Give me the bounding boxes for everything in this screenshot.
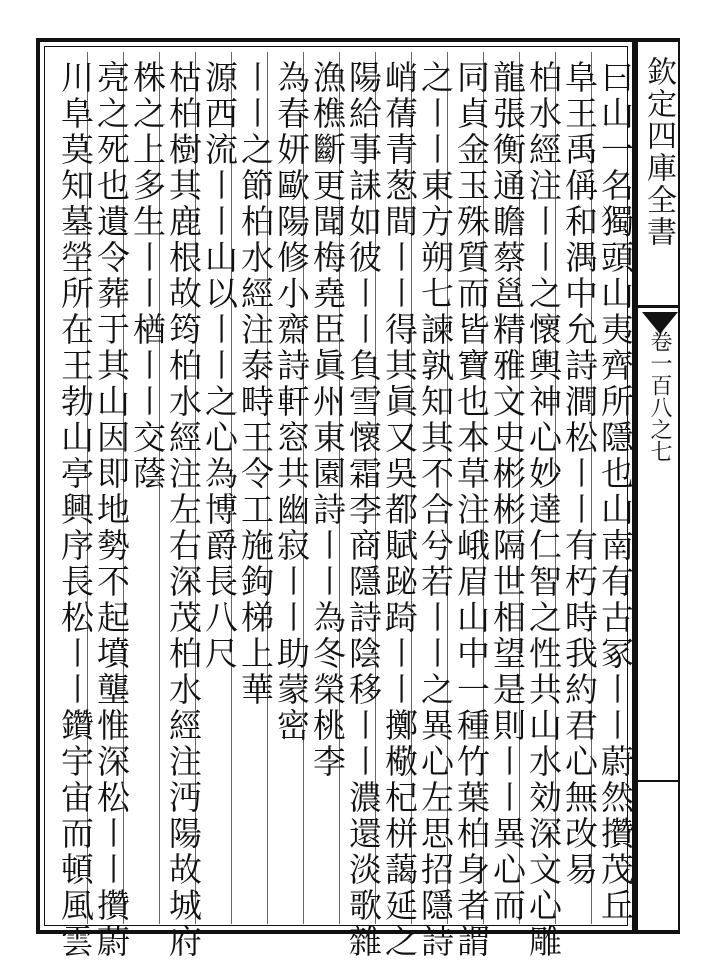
text-column: 漁樵斷更聞梅堯臣眞州東園詩〡〡為冬榮桃李 [308, 60, 347, 780]
text-column: 同貞金玉殊質而皆寶也本草注峨眉山中一種竹葉柏身者謂 [452, 60, 491, 960]
margin-strip-top [636, 38, 680, 42]
margin-strip-bottom [636, 930, 680, 934]
text-column: 之〡〡東方朔七諫孰知其不合兮若〡〡之異心左思招隱詩 [416, 60, 455, 960]
text-column: 峭蒨青葱間〡〡得其眞又吳都賦䟤踦〡〡擲㯳杞栟藹延之 [380, 60, 419, 960]
text-column: 亮之死也遺令葬于其山因即地勢不起墳壟惟深松〡〡攢蔚 [92, 60, 131, 960]
text-column: 阜王禹偁和湡中允詩澗松〡〡有朽時我約君心無改易 [560, 60, 599, 888]
book-title: 欽定四庫全書 [641, 56, 676, 248]
text-column: 為春妍歐陽修小齋詩軒窓共幽寂〡〡助蒙密 [272, 60, 311, 744]
text-column: 川阜莫知墓塋所在王勃山亭興序長松〡〡鑽宇宙而頓風雲 [56, 60, 95, 960]
text-column: 源西流〡〡山以〡〡之心為博爵長八尺 [200, 60, 239, 672]
text-column: 〡〡之節柏水經注泰畤王令工施鉤梯上華 [236, 60, 275, 708]
fish-tail-line [636, 305, 680, 308]
volume-label: 卷一百八之七 [647, 330, 672, 462]
text-column: 柏水經注〡〡之懷輿神心妙達仁智之性共山水効深文心雕 [524, 60, 563, 960]
text-column: 枯柏樹其鹿根故筠柏水經注左右深茂柏水經注沔陽故城府 [164, 60, 203, 960]
text-body [48, 52, 635, 960]
margin-strip-line [636, 38, 638, 934]
text-column: 曰山一名獨頭山夷齊所隱也山南有古冢〡〡蔚然攢茂丘 [596, 60, 635, 924]
margin-strip-line [678, 38, 680, 934]
margin-mark [638, 780, 678, 782]
text-column: 株之上多生〡〡楢〡〡交蔭 [128, 60, 167, 492]
text-column: 龍張衡通瞻蔡邕精雅文史彬彬隔世相望是則〡〡異心而 [488, 60, 527, 924]
text-column: 陽給事誄如彼〡〡負雪懷霜李商隱詩陰移〡〡濃還淡歌雜 [344, 60, 383, 960]
